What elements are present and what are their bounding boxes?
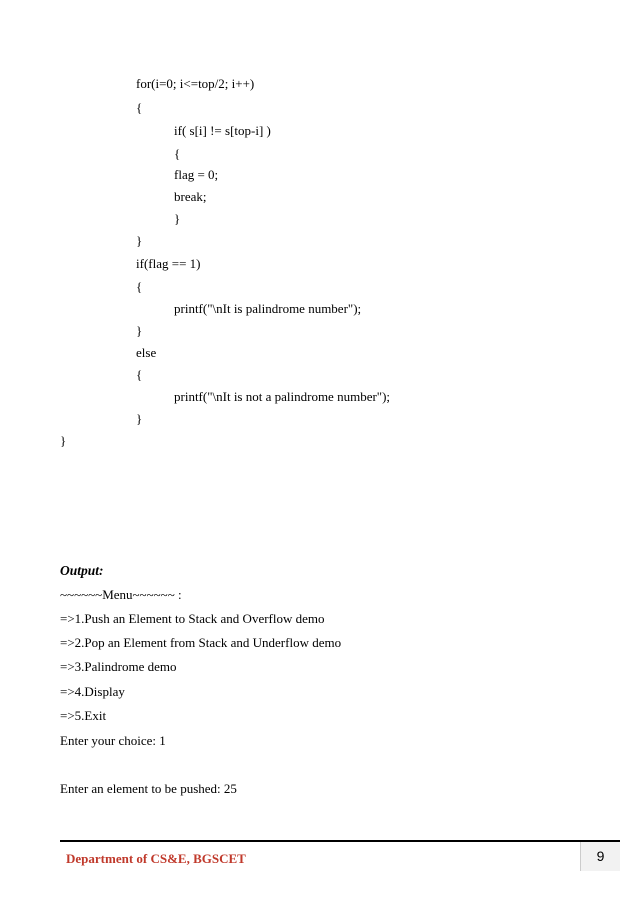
code-line: if( s[i] != s[top-i] )	[174, 123, 271, 138]
output-line: ~~~~~~Menu~~~~~~ :	[60, 587, 182, 602]
page-number: 9	[596, 848, 605, 864]
code-line: {	[136, 279, 143, 294]
code-line: }	[136, 233, 143, 248]
code-line: {	[136, 100, 143, 115]
code-line: flag = 0;	[174, 167, 219, 182]
code-line: for(i=0; i<=top/2; i++)	[136, 76, 255, 91]
code-line: break;	[174, 189, 207, 204]
code-line: }	[136, 411, 143, 426]
code-line: }	[60, 433, 67, 448]
output-line: =>5.Exit	[60, 708, 107, 723]
code-line: {	[174, 146, 181, 161]
output-line: Enter your choice: 1	[60, 733, 166, 748]
output-line: =>4.Display	[60, 684, 125, 699]
output-line: =>2.Pop an Element from Stack and Underflow demo	[60, 635, 342, 650]
output-line: =>1.Push an Element to Stack and Overflow demo	[60, 611, 325, 626]
code-line: printf("\nIt is not a palindrome number");	[174, 389, 391, 404]
code-line: else	[136, 345, 157, 360]
footer-divider	[60, 840, 620, 842]
output-heading: Output:	[60, 563, 104, 578]
code-line: {	[136, 367, 143, 382]
output-line: =>3.Palindrome demo	[60, 659, 177, 674]
code-line: if(flag == 1)	[136, 256, 201, 271]
code-line: printf("\nIt is palindrome number");	[174, 301, 362, 316]
code-line: }	[174, 211, 181, 226]
code-line: }	[136, 323, 143, 338]
page-number-box	[580, 842, 620, 871]
output-line: Enter an element to be pushed: 25	[60, 781, 237, 796]
footer-department: Department of CS&E, BGSCET	[66, 851, 246, 866]
